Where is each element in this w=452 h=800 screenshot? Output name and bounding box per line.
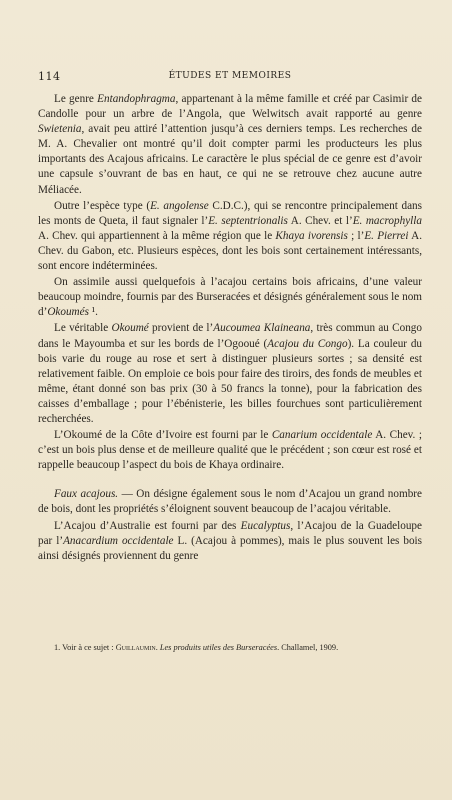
italic-run: E. angolense — [150, 199, 209, 212]
italic-run: Eucalyptus — [240, 519, 291, 532]
paragraph-okoumes — [38, 275, 422, 320]
body-text — [38, 92, 422, 565]
italic-run: E. macrophylla — [352, 214, 422, 227]
text-run: Le véritable — [54, 322, 112, 335]
text-run: L. (Acajou à pommes), mais le plus souvent les bois ainsi désignés proviennent du genre — [38, 534, 422, 562]
italic-run: Khaya ivorensis — [275, 229, 348, 242]
text-run: A. Chev. ; c’est un bois plus dense et de meilleure qualité que le précédent ; son cœur est rosé et rappelle beaucoup l’aspect du bois de Khaya ordinaire. — [38, 429, 422, 472]
book-title: Les produits utiles des Burseracées — [159, 643, 278, 652]
section-heading-italic: Faux acajous. — [54, 488, 119, 501]
paragraph-species — [38, 199, 422, 274]
text-run: L’Okoumé de la Côte d’Ivoire est fourni par le — [54, 429, 272, 442]
text-run: ¹. — [88, 306, 98, 319]
page-header — [38, 70, 422, 86]
text-run: A. Chev. qui appartiennent à la même région que le — [38, 229, 276, 242]
italic-run: E. septentrionalis — [208, 214, 288, 227]
text-run: , appartenant à la même famille et créé par Casimir de Candolle pour un arbre de l’Angola, que Welwitsch avait rapporté au genre — [38, 93, 422, 121]
italic-run: Okoumés — [47, 306, 89, 319]
text-run: ). La couleur du bois varie du rouge au rose et sert à distinguer plusieurs sortes ; sa densité est relativement faible. On emploie ce bois pour faire des tiroirs, des fonds de meubles et même, étant donné son bas prix (30 à 50 francs la tonne), pour la fabrication des caisses d’emballage ; pour l’ébénisterie, les billes fourchues sont particulièrement recherchées. — [38, 337, 423, 425]
text-run: A. Chev. et l’ — [287, 214, 353, 227]
italic-run: E. Pierrei — [364, 229, 409, 242]
page-number: 114 — [38, 70, 61, 83]
italic-run: Okoumé — [111, 322, 149, 335]
paragraph-faux-acajous — [38, 487, 422, 517]
paragraph-cote-ivoire — [38, 428, 422, 473]
paragraph-acajou-australie — [38, 519, 422, 564]
text-run: On assimile aussi quelquefois à l’acajou certains bois africains, d’une valeur beaucoup moindre, fournis par des Burseracées et désignés généralement sous le nom d’ — [38, 276, 422, 319]
text-run: , avait peu attiré l’attention jusqu’à ces derniers temps. Les recherches de M. A. Chevalier ont montré qu’il doit compter parmi les producteurs les plus importants des Acajous africains. Le caractère le plus spécial de ce genre est d’avoir une capsule s’ouvrant de bas en haut, ce qui ne se retrouve chez aucune autre Méliacée. — [38, 123, 422, 196]
text-run: L’Acajou d’Australie est fourni par des — [54, 519, 241, 532]
text-run: Le genre — [54, 93, 98, 105]
text-run: 1. Voir à ce sujet : — [54, 643, 116, 652]
italic-run: Entandophragma — [97, 93, 176, 105]
text-run: . Challamel, 1909. — [277, 643, 339, 652]
italic-run: Swietenia — [38, 123, 82, 136]
italic-run: Acajou du Congo — [267, 337, 348, 350]
author-name: Guillaumin — [115, 643, 156, 652]
text-run: , l’Acajou de la Guadeloupe par l’ — [38, 519, 422, 547]
text-run: Outre l’espèce type ( — [54, 199, 151, 212]
italic-run: Anacardium occidentale — [63, 534, 174, 547]
text-run: , très commun au Congo dans le Mayoumba et sur les bords de l’Ogooué ( — [38, 322, 422, 350]
text-run: ; l’ — [347, 229, 365, 242]
italic-run: Canarium occidentale — [271, 429, 373, 442]
paragraph-veritable-okoume — [38, 321, 422, 427]
running-title: ÉTUDES ET MEMOIRES — [168, 71, 292, 81]
text-run: provient de l’ — [148, 322, 214, 335]
text-run: A. Chev. du Gabon, etc. Plusieurs espèces, dont les bois sont certainement intéressants, sont encore indéterminées. — [38, 229, 422, 273]
paragraph-entandophragma — [38, 92, 422, 198]
text-run: C.D.C.), qui se rencontre principalement dans les monts de Queta, il faut signaler l’ — [38, 199, 423, 227]
text-run: . — [155, 643, 160, 652]
italic-run: Aucoumea Klaineana — [213, 322, 311, 335]
footnote — [38, 643, 422, 652]
text-run: — On désigne également sous le nom d’Acajou un grand nombre de bois, dont les propriétés s’éloignent souvent beaucoup de l’acajou véritable. — [38, 488, 422, 516]
